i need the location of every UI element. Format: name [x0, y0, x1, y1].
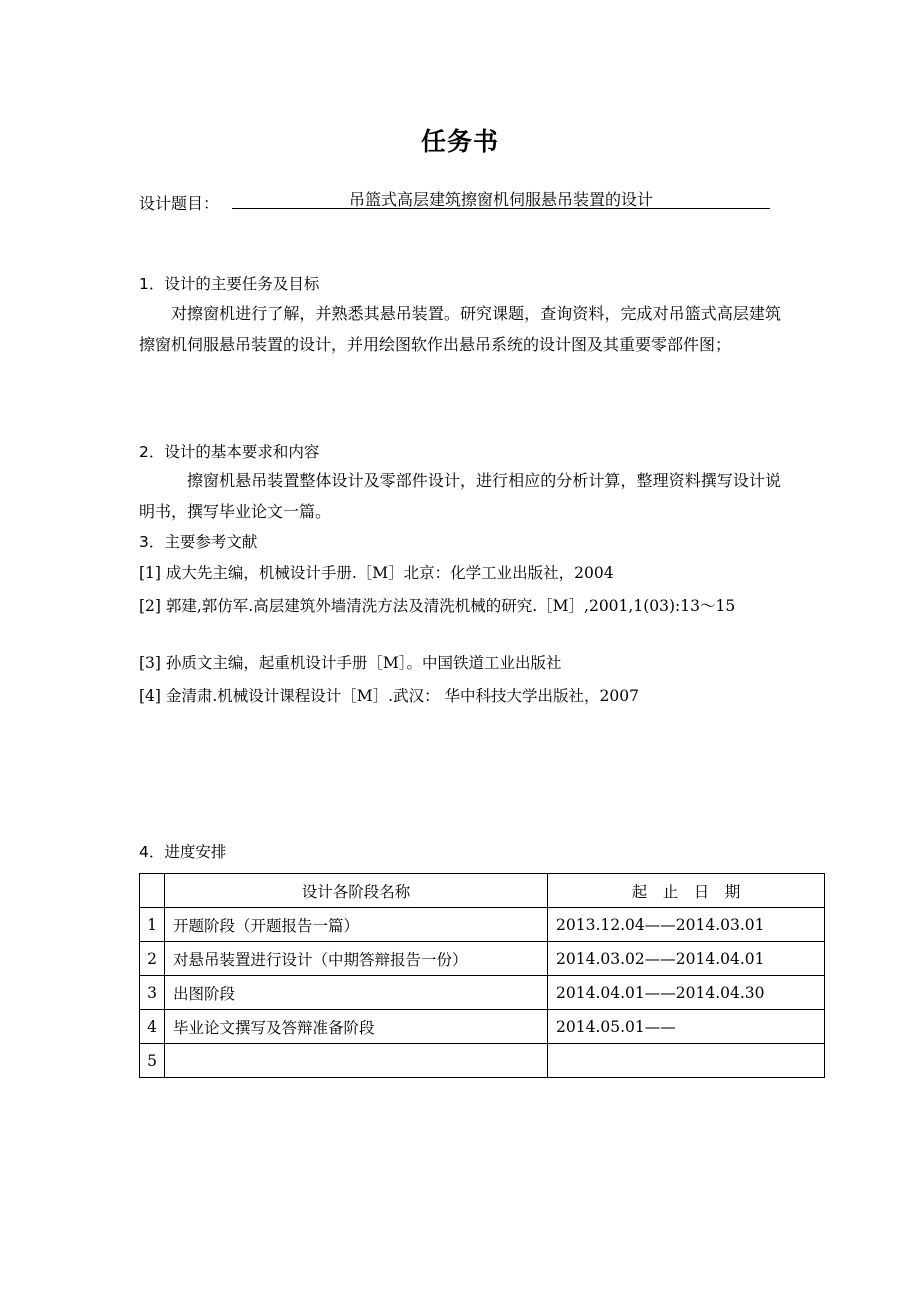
table-row [140, 1010, 825, 1044]
table-row [140, 942, 825, 976]
section2-body [139, 465, 781, 527]
topic-label: 设计题目： [139, 194, 220, 213]
page-title: 任务书 [420, 127, 499, 156]
row-index: 1 [140, 908, 165, 942]
stage-dates [548, 1044, 825, 1078]
stage-dates: 2014.03.02——2014.04.01 [548, 942, 825, 976]
stage-name [165, 1044, 548, 1078]
stage-dates: 2014.04.01——2014.04.30 [548, 976, 825, 1010]
section2-body-rest: ，进行相应的分析计算，整理资料撰写设计说明书，撰写毕业论文一篇。 [139, 471, 781, 521]
column-header-dates: 起 止 日 期 [548, 874, 825, 908]
reference-item: [3] 孙质文主编，起重机设计手册［M］。中国铁道工业出版社 [139, 654, 562, 672]
schedule-table [139, 873, 825, 1078]
reference-item: [4] 金清肃.机械设计课程设计［M］.武汉： 华中科技大学出版社，2007 [139, 687, 639, 705]
section1-body: 对擦窗机进行了解，并熟悉其悬吊装置。研究课题，查询资料，完成对吊篮式高层建筑擦窗机伺服悬吊装置的设计，并用绘图软作出悬吊系统的设计图及其重要零部件图； [139, 304, 781, 354]
table-row [140, 908, 825, 942]
section3-heading: 3．主要参考文献 [139, 533, 258, 551]
section2-heading: 2．设计的基本要求和内容 [139, 443, 320, 461]
stage-name: 毕业论文撰写及答辩准备阶段 [165, 1010, 548, 1044]
table-row [140, 976, 825, 1010]
reference-item: [2] 郭建,郭仿军.高层建筑外墙清洗方法及清洗机械的研究.［M］,2001,1(03):13～15 [139, 597, 736, 615]
reference-item: [1] 成大先主编，机械设计手册.［M］北京：化学工业出版社，2004 [139, 564, 614, 582]
stage-name: 对悬吊装置进行设计（中期答辩报告一份） [165, 942, 548, 976]
section4-heading: 4．进度安排 [139, 843, 227, 861]
stage-name: 出图阶段 [165, 976, 548, 1010]
column-header-index [140, 874, 165, 908]
row-index: 4 [140, 1010, 165, 1044]
row-index: 5 [140, 1044, 165, 1078]
topic-value: 吊篮式高层建筑擦窗机伺服悬吊装置的设计 [232, 188, 770, 209]
section1-heading: 1．设计的主要任务及目标 [139, 275, 320, 293]
stage-name: 开题阶段（开题报告一篇） [165, 908, 548, 942]
stage-dates: 2013.12.04——2014.03.01 [548, 908, 825, 942]
row-index: 3 [140, 976, 165, 1010]
stage-dates: 2014.05.01—— [548, 1010, 825, 1044]
column-header-stage: 设计各阶段名称 [165, 874, 548, 908]
section2-body-highlight: 擦窗机悬吊装置整体设计及零部件设计 [187, 471, 460, 490]
table-header-row [140, 874, 825, 908]
table-row [140, 1044, 825, 1078]
row-index: 2 [140, 942, 165, 976]
